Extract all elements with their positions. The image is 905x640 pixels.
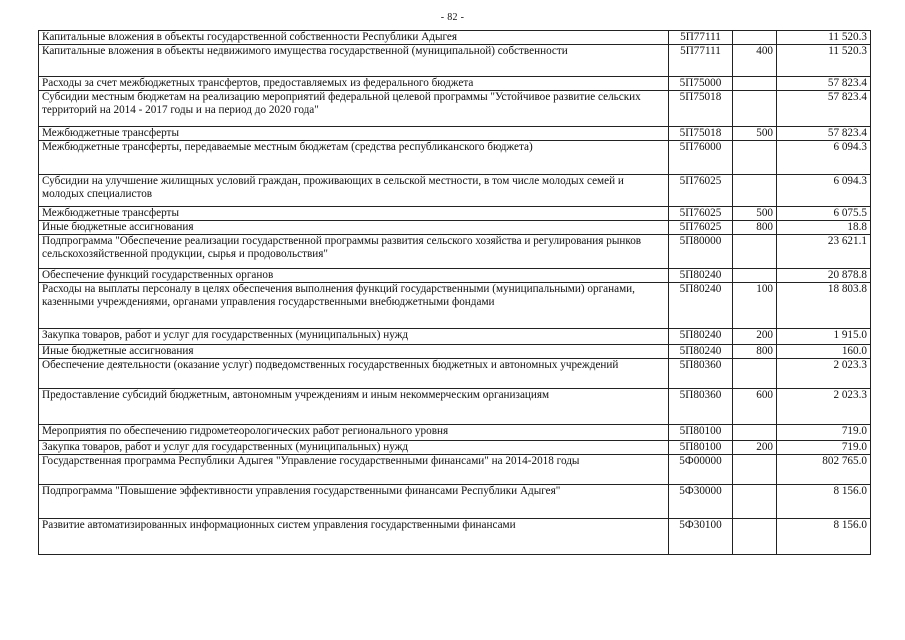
row-target-code: 5П75018 — [669, 91, 733, 127]
table-row — [39, 141, 871, 175]
row-name: Подпрограмма "Обеспечение реализации государственной программы развития сельского хозяйства и регулирования рынков сельскохозяйственной продукции, сырья и продовольствия" — [39, 235, 669, 269]
row-target-code: 5П80360 — [669, 359, 733, 389]
row-target-code: 5П76025 — [669, 175, 733, 207]
table-row — [39, 91, 871, 127]
row-expense-type: 400 — [733, 45, 777, 77]
row-target-code: 5Ф30000 — [669, 485, 733, 519]
row-amount: 719.0 — [777, 441, 871, 455]
row-expense-type: 200 — [733, 441, 777, 455]
row-expense-type — [733, 455, 777, 485]
row-name: Субсидии на улучшение жилищных условий граждан, проживающих в сельской местности, в том числе молодых семей и молодых специалистов — [39, 175, 669, 207]
table-row — [39, 235, 871, 269]
row-amount: 8 156.0 — [777, 485, 871, 519]
row-amount: 160.0 — [777, 345, 871, 359]
table-row — [39, 221, 871, 235]
row-amount: 18 803.8 — [777, 283, 871, 329]
row-expense-type: 800 — [733, 345, 777, 359]
row-expense-type — [733, 235, 777, 269]
row-amount: 6 094.3 — [777, 141, 871, 175]
row-target-code: 5П80100 — [669, 425, 733, 441]
row-amount: 57 823.4 — [777, 91, 871, 127]
row-name: Предоставление субсидий бюджетным, автономным учреждениям и иным некоммерческим организациям — [39, 389, 669, 425]
row-expense-type: 500 — [733, 207, 777, 221]
row-expense-type — [733, 359, 777, 389]
table-row — [39, 441, 871, 455]
row-name: Капитальные вложения в объекты государственной собственности Республики Адыгея — [39, 31, 669, 45]
row-name: Межбюджетные трансферты — [39, 207, 669, 221]
row-amount: 18.8 — [777, 221, 871, 235]
row-name: Закупка товаров, работ и услуг для государственных (муниципальных) нужд — [39, 329, 669, 345]
row-amount: 57 823.4 — [777, 127, 871, 141]
table-row — [39, 329, 871, 345]
table-row — [39, 31, 871, 45]
table-row — [39, 519, 871, 555]
row-name: Расходы за счет межбюджетных трансфертов, предоставляемых из федерального бюджета — [39, 77, 669, 91]
row-expense-type: 100 — [733, 283, 777, 329]
table-row — [39, 283, 871, 329]
row-target-code: 5П80000 — [669, 235, 733, 269]
row-target-code: 5П77111 — [669, 45, 733, 77]
row-expense-type — [733, 485, 777, 519]
table-row — [39, 485, 871, 519]
row-name: Капитальные вложения в объекты недвижимого имущества государственной (муниципальной) собственности — [39, 45, 669, 77]
row-target-code: 5П80240 — [669, 345, 733, 359]
row-amount: 6 075.5 — [777, 207, 871, 221]
row-target-code: 5Ф30100 — [669, 519, 733, 555]
table-row — [39, 425, 871, 441]
row-target-code: 5П76025 — [669, 221, 733, 235]
row-target-code: 5П80360 — [669, 389, 733, 425]
row-name: Обеспечение деятельности (оказание услуг) подведомственных государственных бюджетных и автономных учреждений — [39, 359, 669, 389]
row-name: Иные бюджетные ассигнования — [39, 345, 669, 359]
row-amount: 11 520.3 — [777, 45, 871, 77]
table-row — [39, 207, 871, 221]
row-expense-type — [733, 91, 777, 127]
row-amount: 719.0 — [777, 425, 871, 441]
row-expense-type — [733, 425, 777, 441]
budget-table-body — [39, 31, 871, 555]
row-expense-type — [733, 141, 777, 175]
row-name: Развитие автоматизированных информационных систем управления государственными финансами — [39, 519, 669, 555]
row-expense-type: 800 — [733, 221, 777, 235]
table-row — [39, 77, 871, 91]
row-name: Межбюджетные трансферты, передаваемые местным бюджетам (средства республиканского бюджета) — [39, 141, 669, 175]
page-number: - 82 - — [440, 12, 465, 23]
row-target-code: 5П75000 — [669, 77, 733, 91]
row-target-code: 5П76000 — [669, 141, 733, 175]
row-name: Мероприятия по обеспечению гидрометеорологических работ регионального уровня — [39, 425, 669, 441]
table-row — [39, 389, 871, 425]
table-row — [39, 45, 871, 77]
row-expense-type — [733, 77, 777, 91]
table-row — [39, 455, 871, 485]
row-expense-type — [733, 31, 777, 45]
row-name: Подпрограмма "Повышение эффективности управления государственными финансами Республики Адыгея" — [39, 485, 669, 519]
row-target-code: 5П76025 — [669, 207, 733, 221]
row-target-code: 5П80240 — [669, 269, 733, 283]
row-target-code: 5П80100 — [669, 441, 733, 455]
table-row — [39, 345, 871, 359]
row-amount: 2 023.3 — [777, 359, 871, 389]
table-row — [39, 127, 871, 141]
row-amount: 6 094.3 — [777, 175, 871, 207]
row-amount: 1 915.0 — [777, 329, 871, 345]
table-row — [39, 269, 871, 283]
row-amount: 802 765.0 — [777, 455, 871, 485]
row-expense-type — [733, 175, 777, 207]
row-name: Государственная программа Республики Адыгея "Управление государственными финансами" на 2014-2018 годы — [39, 455, 669, 485]
row-amount: 8 156.0 — [777, 519, 871, 555]
budget-table — [38, 30, 871, 555]
row-name: Обеспечение функций государственных органов — [39, 269, 669, 283]
row-expense-type: 200 — [733, 329, 777, 345]
row-target-code: 5П75018 — [669, 127, 733, 141]
row-expense-type: 500 — [733, 127, 777, 141]
row-target-code: 5П80240 — [669, 329, 733, 345]
row-name: Закупка товаров, работ и услуг для государственных (муниципальных) нужд — [39, 441, 669, 455]
row-name: Иные бюджетные ассигнования — [39, 221, 669, 235]
row-amount: 57 823.4 — [777, 77, 871, 91]
row-name: Субсидии местным бюджетам на реализацию мероприятий федеральной целевой программы "Устойчивое развитие сельских территорий на 2014 - 2017 годы и на период до 2020 года" — [39, 91, 669, 127]
table-row — [39, 359, 871, 389]
row-target-code: 5Ф00000 — [669, 455, 733, 485]
row-target-code: 5П80240 — [669, 283, 733, 329]
row-amount: 23 621.1 — [777, 235, 871, 269]
row-amount: 20 878.8 — [777, 269, 871, 283]
row-amount: 2 023.3 — [777, 389, 871, 425]
row-target-code: 5П77111 — [669, 31, 733, 45]
row-name: Расходы на выплаты персоналу в целях обеспечения выполнения функций государственными (муниципальными) органами, казенными учреждениями, органами управления государственными внебюджетными фондами — [39, 283, 669, 329]
row-expense-type: 600 — [733, 389, 777, 425]
row-expense-type — [733, 269, 777, 283]
row-amount: 11 520.3 — [777, 31, 871, 45]
table-row — [39, 175, 871, 207]
row-name: Межбюджетные трансферты — [39, 127, 669, 141]
row-expense-type — [733, 519, 777, 555]
